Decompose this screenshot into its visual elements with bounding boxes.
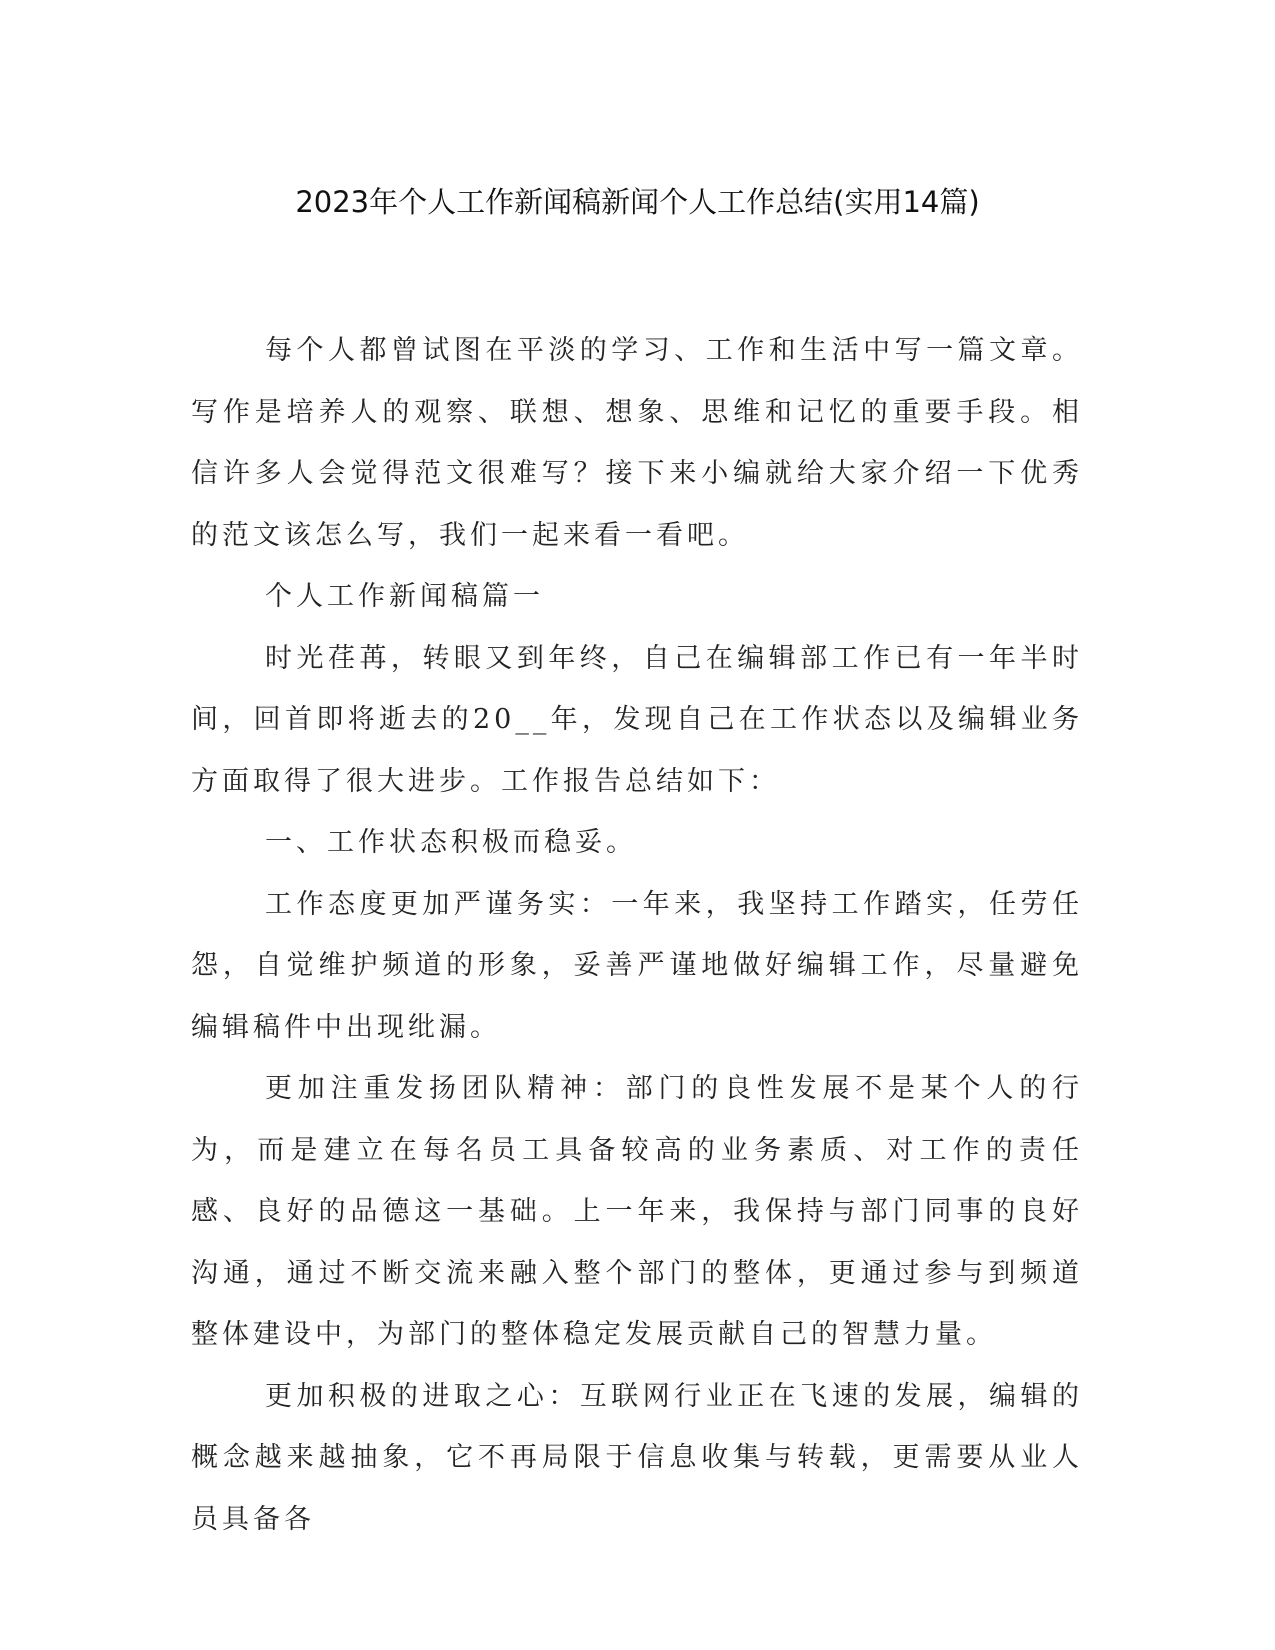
paragraph: 工作态度更加严谨务实：一年来，我坚持工作踏实，任劳任怨，自觉维护频道的形象，妥善严谨地做好编辑工作，尽量避免编辑稿件中出现纰漏。 [191, 888, 1083, 1043]
paragraph: 时光荏苒，转眼又到年终，自己在编辑部工作已有一年半时间，回首即将逝去的20__年，发现自己在工作状态以及编辑业务方面取得了很大进步。工作报告总结如下： [191, 642, 1083, 797]
paragraph: 更加积极的进取之心：互联网行业正在飞速的发展，编辑的概念越来越抽象，它不再局限于信息收集与转载，更需要从业人员具备各 [191, 1380, 1083, 1535]
document-body [191, 320, 1083, 1550]
paragraph-intro: 每个人都曾试图在平淡的学习、工作和生活中写一篇文章。写作是培养人的观察、联想、想象、思维和记忆的重要手段。相信许多人会觉得范文很难写？接下来小编就给大家介绍一下优秀的范文该怎么写，我们一起来看一看吧。 [191, 335, 1083, 551]
document-title: 2023年个人工作新闻稿新闻个人工作总结(实用14篇) [295, 185, 980, 219]
section-heading: 个人工作新闻稿篇一 [265, 581, 544, 612]
paragraph: 更加注重发扬团队精神：部门的良性发展不是某个人的行为，而是建立在每名员工具备较高的业务素质、对工作的责任感、良好的品德这一基础。上一年来，我保持与部门同事的良好沟通，通过不断交流来融入整个部门的整体，更通过参与到频道整体建设中，为部门的整体稳定发展贡献自己的智慧力量。 [191, 1073, 1083, 1350]
subheading: 一、工作状态积极而稳妥。 [265, 827, 637, 858]
